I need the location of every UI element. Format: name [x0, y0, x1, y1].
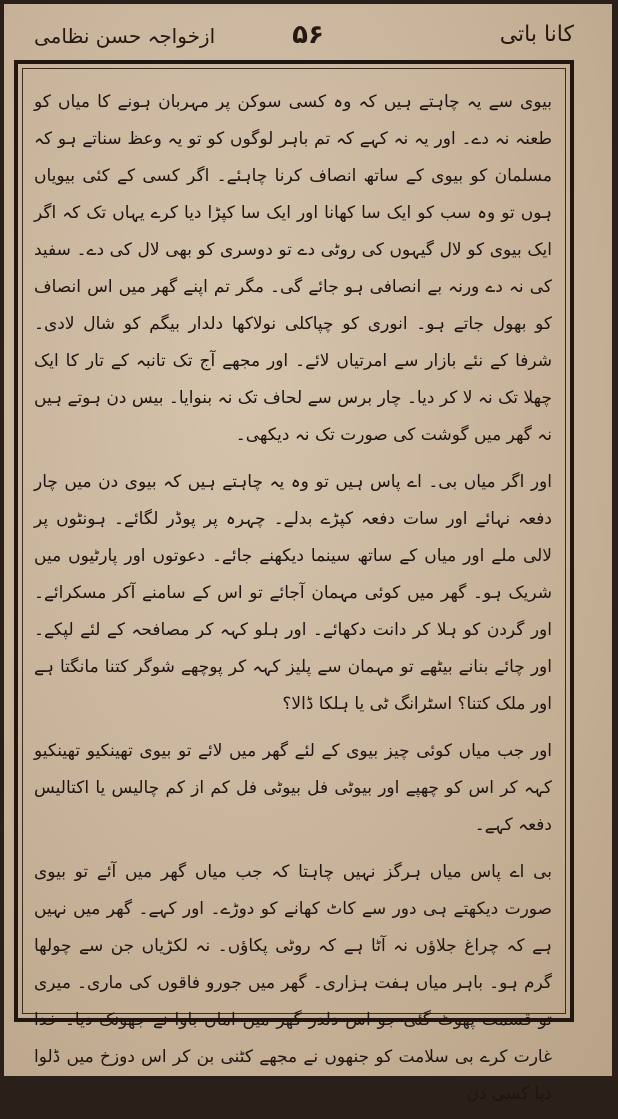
page-number: ۵۶: [292, 20, 324, 50]
page-header: [24, 10, 592, 56]
paragraph-1: بیوی سے یہ چاہتے ہیں کہ وہ کسی سوکن پر مہربان ہونے کا میاں کو طعنہ نہ دے۔ اور یہ نہ کہے کہ تم باہر لوگوں کو تو یہ وعظ سناتے ہو کہ مسلمان کو بیوی کے ساتھ انصاف کرنا چاہئے۔ اگر کسی کے کئی بیویاں ہوں تو وہ سب کو ایک سا کھانا اور ایک سا کپڑا دیا کرے یہاں تک کہ اگر ایک بیوی کو لال گیہوں کی روٹی دے تو دوسری کو بھی لال کی دے۔ سفید کی نہ دے ورنہ بے انصافی ہو جائے گی۔ مگر تم اپنے گھر میں اس انصاف کو بھول جاتے ہو۔ انوری کو چپاکلی نولاکھا دلدار بیگم کو شال لادی۔ شرفا کے نئے بازار سے امرتیاں لائے۔ اور مجھے آج تک تانبہ کے تار کا ایک چھلا تک نہ لا کر دیا۔ چار برس سے لحاف تک نہ بنوایا۔ بیس دن ہوتے ہیں نہ گھر میں گوشت کی صورت تک نہ دیکھی۔: [34, 92, 552, 445]
book-title: کانا باتی: [499, 22, 574, 47]
book-page: [4, 4, 612, 1104]
author-name: ازخواجہ حسن نظامی: [34, 24, 216, 48]
paragraph-2: اور اگر میاں بی۔ اے پاس ہیں تو وہ یہ چاہتے ہیں کہ بیوی دن میں چار دفعہ نہائے اور سات دفعہ کپڑے بدلے۔ چہرہ پر پوڈر لگائے۔ ہونٹوں پر لالی ملے اور میاں کے ساتھ سینما دیکھنے جائے۔ دعوتوں اور پارٹیوں میں شریک ہو۔ گھر میں کوئی مہمان آجائے تو اس کے سامنے آکر مسکرائے۔ اور گردن کو ہلا کر دانت دکھائے۔ اور ہلو کہہ کر مصافحہ کے لئے لپکے۔ اور چائے بنانے بیٹھے تو مہمان سے پلیز کہہ کر پوچھے شوگر کتنا مانگتا ہے اور ملک کتنا؟ اسٹرانگ ٹی یا ہلکا ڈالا؟: [34, 472, 552, 714]
body-text: [34, 84, 552, 1119]
paragraph-3: اور جب میاں کوئی چیز بیوی کے لئے گھر میں لائے تو بیوی تھینکیو تھینکیو کہہ کر اس کو چھپے اور بیوٹی فل بیوٹی فل کم از کم چالیس یا اکتالیس دفعہ کہے۔: [34, 741, 552, 835]
paragraph-4: بی اے پاس میاں ہرگز نہیں چاہتا کہ جب میاں گھر میں آئے تو بیوی صورت دیکھتے ہی دور سے کاٹ کھانے کو دوڑے۔ اور کہے۔ گھر میں نہیں ہے کہ چراغ جلاؤں نہ آٹا ہے کہ روٹی پکاؤں۔ نہ لکڑیاں جن سے چولھا گرم ہو۔ باہر میاں ہفت ہزاری۔ گھر میں جورو فاقوں کی ماری۔ میری تو قسمت پھوٹ گئی جو اس دلدر گھر میں اماں باوا نے جھونک دیا۔ خدا غارت کرے بی سلامت کو جنھوں نے مجھے کٹنی بن کر اس دوزخ میں ڈلوا دیا کسی دن: [34, 862, 552, 1104]
text-frame: [14, 60, 574, 1104]
